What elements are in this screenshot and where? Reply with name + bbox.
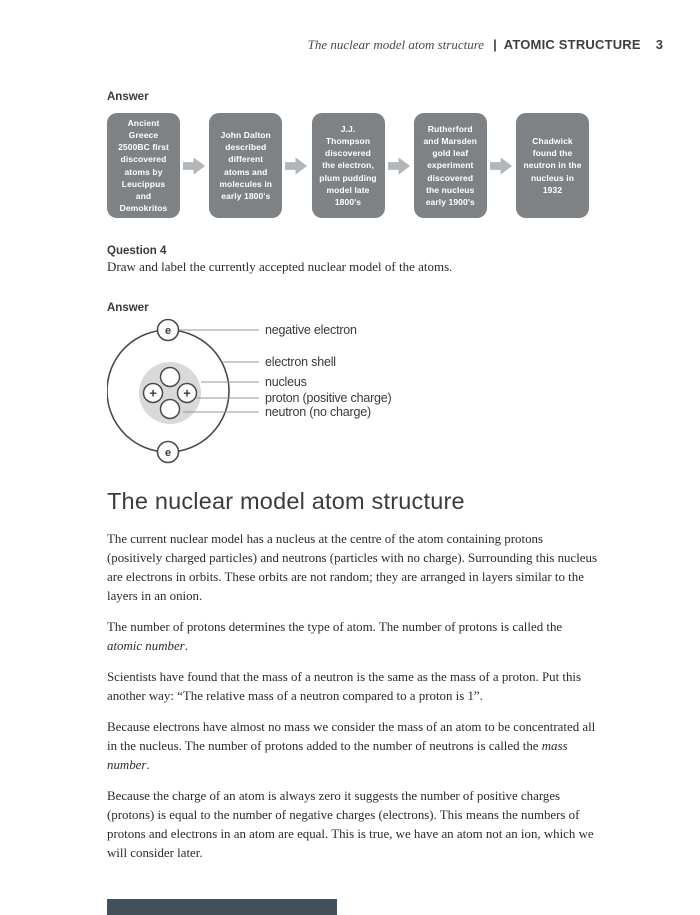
paragraph-text: .	[146, 757, 150, 772]
article-heading: The nuclear model atom structure	[107, 488, 465, 514]
right-arrow-icon	[180, 156, 209, 176]
paragraph-text: Scientists have found that the mass of a neutron is the same as the mass of a proton. Put this another way: “The relative mass of a neutron compared to a proton is 1”.	[107, 669, 582, 703]
article	[107, 488, 599, 875]
paragraph-text-italic: atomic number	[107, 638, 185, 653]
running-header	[308, 36, 663, 54]
paragraph-text: The number of protons determines the type of atom. The number of protons is called the	[107, 619, 563, 634]
paragraph-text: Because the charge of an atom is always zero it suggests the number of positive charges (protons) is equal to the number of negative charges (electrons). This means the numbers of protons and electrons in an atom are equal. This is true, we have an atom not an ion, which we will consider later.	[107, 788, 594, 860]
neutron-circle	[161, 368, 180, 387]
flowchart-box-thompson: J.J. Thompson discovered the electron, plum pudding model late 1800's	[312, 113, 385, 218]
answer-label-timeline: Answer	[107, 91, 149, 103]
article-paragraph	[107, 787, 599, 863]
running-header-separator: |	[493, 37, 497, 52]
proton-plus-symbol: +	[149, 385, 157, 401]
right-arrow-icon	[282, 156, 311, 176]
flowchart-box-dalton: John Dalton described different atoms and molecules in early 1800's	[209, 113, 282, 218]
running-header-chapter-title: The nuclear model atom structure	[307, 37, 485, 52]
flowchart-box-chadwick: Chadwick found the neutron in the nucleus in 1932	[516, 113, 589, 218]
paragraph-text: .	[184, 638, 188, 653]
right-arrow-icon	[487, 156, 516, 176]
diagram-label-electron-shell: electron shell	[265, 355, 336, 369]
article-paragraph	[107, 718, 599, 775]
article-paragraph	[107, 618, 599, 656]
paragraph-text-italic: mass number	[107, 738, 568, 772]
right-arrow-icon	[385, 156, 414, 176]
article-paragraph	[107, 530, 599, 606]
paragraph-text: The current nuclear model has a nucleus at the centre of the atom containing protons (positively charged particles) and neutrons (particles with no charge). Surrounding this nucleus are electrons in orbits. These orbits are not random; they are arranged in layers similar to the layers in an onion.	[107, 532, 597, 603]
electron-e-symbol: e	[164, 325, 172, 337]
question-label: Question 4	[107, 245, 167, 257]
footer-bar	[107, 899, 337, 915]
electron-e-symbol: e	[164, 447, 172, 459]
answer-label-diagram: Answer	[107, 302, 149, 314]
atomic-history-flowchart	[107, 113, 589, 218]
proton-plus-symbol: +	[183, 385, 191, 401]
diagram-label-negative-electron: negative electron	[265, 323, 357, 337]
running-header-section-title: ATOMIC STRUCTURE	[503, 37, 641, 52]
diagram-label-neutron: neutron (no charge)	[265, 405, 371, 419]
page-number: 3	[655, 37, 663, 52]
neutron-circle	[161, 400, 180, 419]
diagram-label-nucleus: nucleus	[265, 375, 307, 389]
flowchart-box-ancient-greece: Ancient Greece 2500BC first discovered atoms by Leucippus and Demokritos	[107, 113, 180, 218]
diagram-label-proton: proton (positive charge)	[265, 391, 392, 405]
question-text: Draw and label the currently accepted nuclear model of the atoms.	[107, 259, 453, 274]
article-paragraph	[107, 668, 599, 706]
flowchart-box-rutherford: Rutherford and Marsden gold leaf experiment discovered the nucleus early 1900's	[414, 113, 487, 218]
paragraph-text: Because electrons have almost no mass we consider the mass of an atom to be concentrated all in the nucleus. The number of protons added to the number of neutrons is called the	[107, 719, 596, 753]
nuclear-model-diagram	[107, 318, 427, 470]
